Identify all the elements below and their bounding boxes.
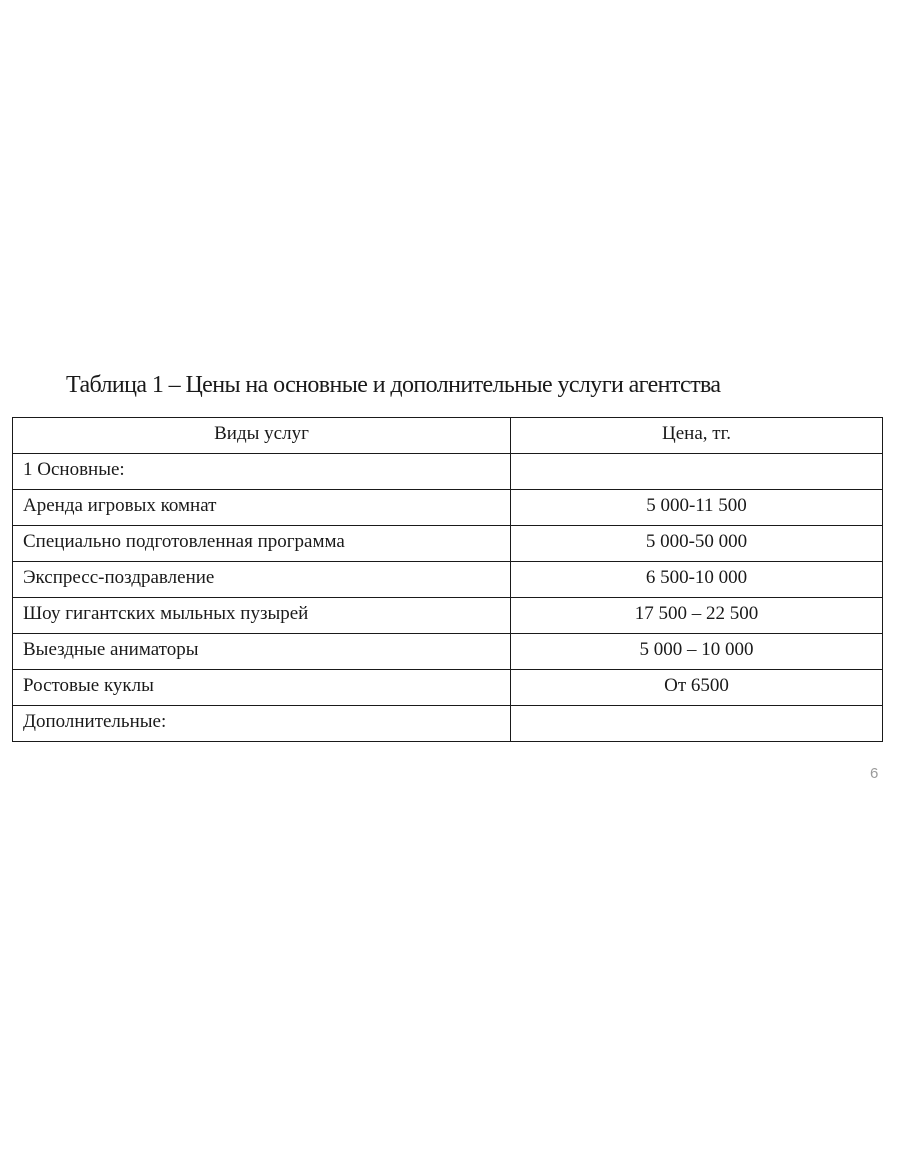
service-cell: Ростовые куклы — [13, 670, 511, 706]
service-cell: Экспресс-поздравление — [13, 562, 511, 598]
table-header-row — [13, 418, 883, 454]
price-cell: От 6500 — [511, 670, 883, 706]
table-row — [13, 454, 883, 490]
table-caption: Таблица 1 – Цены на основные и дополнительные услуги агентства — [66, 372, 721, 398]
table-row — [13, 562, 883, 598]
price-cell: 5 000-11 500 — [511, 490, 883, 526]
service-cell: 1 Основные: — [13, 454, 511, 490]
price-cell — [511, 454, 883, 490]
table-row — [13, 526, 883, 562]
price-cell: 17 500 – 22 500 — [511, 598, 883, 634]
price-cell: 5 000-50 000 — [511, 526, 883, 562]
service-cell: Аренда игровых комнат — [13, 490, 511, 526]
service-cell: Специально подготовленная программа — [13, 526, 511, 562]
page-number: 6 — [870, 765, 879, 782]
header-price: Цена, тг. — [511, 418, 883, 454]
price-cell — [511, 706, 883, 742]
price-table — [12, 417, 883, 742]
price-cell: 5 000 – 10 000 — [511, 634, 883, 670]
table-row — [13, 670, 883, 706]
table-row — [13, 634, 883, 670]
service-cell: Дополнительные: — [13, 706, 511, 742]
table-row — [13, 706, 883, 742]
table-row — [13, 490, 883, 526]
price-cell: 6 500-10 000 — [511, 562, 883, 598]
header-service-type: Виды услуг — [13, 418, 511, 454]
service-cell: Шоу гигантских мыльных пузырей — [13, 598, 511, 634]
table-row — [13, 598, 883, 634]
service-cell: Выездные аниматоры — [13, 634, 511, 670]
